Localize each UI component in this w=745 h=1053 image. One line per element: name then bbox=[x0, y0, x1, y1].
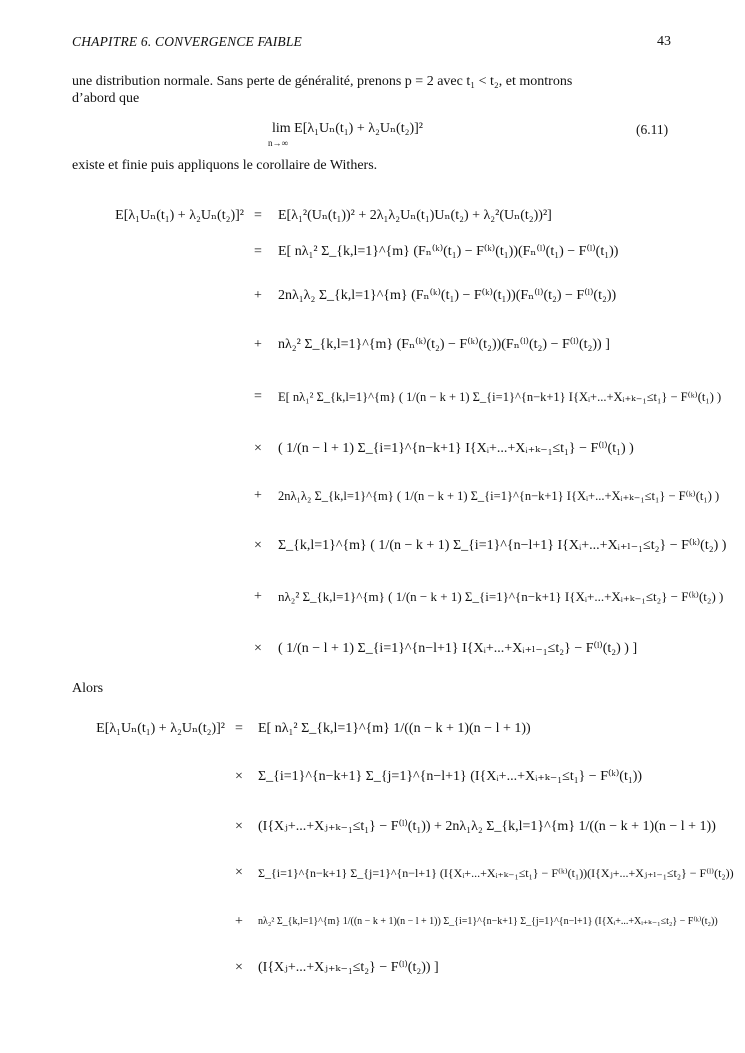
expression: Σ_{k,l=1}^{m} ( 1/(n − k + 1) Σ_{i=1}^{n−l+1} I{Xᵢ+...+Xᵢ₊ₗ₋₁≤t₂} − F⁽ᵏ⁾(t₂) ) bbox=[278, 538, 727, 553]
alors-text: Alors bbox=[72, 681, 104, 696]
operator: = bbox=[254, 244, 262, 259]
expression: 2nλ₁λ₂ Σ_{k,l=1}^{m} (Fₙ⁽ᵏ⁾(t₁) − F⁽ᵏ⁾(t₁))(Fₙ⁽ˡ⁾(t₂) − F⁽ˡ⁾(t₂)) bbox=[278, 288, 617, 303]
expression: Σ_{i=1}^{n−k+1} Σ_{j=1}^{n−l+1} (I{Xᵢ+...+Xᵢ₊ₖ₋₁≤t₁} − F⁽ᵏ⁾(t₁))(I{Xⱼ+...+Xⱼ₊ₗ₋₁≤t₂} − F⁽ˡ⁾(t₂)) bbox=[258, 866, 734, 880]
equation-number: (6.11) bbox=[636, 122, 669, 137]
operator: + bbox=[235, 914, 243, 929]
operator: + bbox=[254, 337, 262, 352]
operator: = bbox=[254, 389, 262, 404]
operator: × bbox=[254, 441, 262, 456]
expression: nλ₂² Σ_{k,l=1}^{m} (Fₙ⁽ᵏ⁾(t₂) − F⁽ᵏ⁾(t₂))(Fₙ⁽ˡ⁾(t₂) − F⁽ˡ⁾(t₂)) ] bbox=[278, 337, 610, 352]
operator: × bbox=[235, 769, 243, 784]
expression: Σ_{i=1}^{n−k+1} Σ_{j=1}^{n−l+1} (I{Xᵢ+...+Xᵢ₊ₖ₋₁≤t₁} − F⁽ᵏ⁾(t₁)) bbox=[258, 769, 643, 784]
expression: E[ nλ₁² Σ_{k,l=1}^{m} ( 1/(n − k + 1) Σ_{i=1}^{n−k+1} I{Xᵢ+...+Xᵢ₊ₖ₋₁≤t₁} − F⁽ᵏ⁾(t₁) ) bbox=[278, 390, 722, 404]
operator: × bbox=[235, 960, 243, 975]
operator: × bbox=[254, 641, 262, 656]
chapter-header: CHAPITRE 6. CONVERGENCE FAIBLE bbox=[72, 34, 302, 49]
operator: + bbox=[254, 589, 262, 604]
derivation2-lhs: E[λ₁Uₙ(t₁) + λ₂Uₙ(t₂)]² bbox=[96, 721, 225, 736]
expression: (I{Xⱼ+...+Xⱼ₊ₖ₋₁≤t₂} − F⁽ˡ⁾(t₂)) ] bbox=[258, 960, 439, 975]
expression: E[ nλ₁² Σ_{k,l=1}^{m} (Fₙ⁽ᵏ⁾(t₁) − F⁽ᵏ⁾(t₁))(Fₙ⁽ˡ⁾(t₁) − F⁽ˡ⁾(t₁)) bbox=[278, 244, 619, 259]
limit-equation: lim E[λ₁Uₙ(t₁) + λ₂Uₙ(t₂)]² bbox=[272, 121, 423, 136]
operator: = bbox=[235, 721, 243, 736]
intro-line-1: une distribution normale. Sans perte de généralité, prenons p = 2 avec t₁ < t₂, et montrons bbox=[72, 74, 573, 89]
expression: (I{Xⱼ+...+Xⱼ₊ₖ₋₁≤t₁} − F⁽ˡ⁾(t₁)) + 2nλ₁λ₂ Σ_{k,l=1}^{m} 1/((n − k + 1)(n − l + 1)) bbox=[258, 819, 716, 834]
expression: 2nλ₁λ₂ Σ_{k,l=1}^{m} ( 1/(n − k + 1) Σ_{i=1}^{n−k+1} I{Xᵢ+...+Xᵢ₊ₖ₋₁≤t₁} − F⁽ᵏ⁾(t₁) ) bbox=[278, 489, 720, 503]
expression: ( 1/(n − l + 1) Σ_{i=1}^{n−l+1} I{Xᵢ+...+Xᵢ₊ₗ₋₁≤t₂} − F⁽ˡ⁾(t₂) ) ] bbox=[278, 641, 638, 656]
intro-after: existe et finie puis appliquons le corollaire de Withers. bbox=[72, 158, 378, 173]
operator: × bbox=[235, 865, 243, 880]
derivation1-lhs: E[λ₁Uₙ(t₁) + λ₂Uₙ(t₂)]² bbox=[115, 208, 244, 223]
expression: ( 1/(n − l + 1) Σ_{i=1}^{n−k+1} I{Xᵢ+...+Xᵢ₊ₖ₋₁≤t₁} − F⁽ˡ⁾(t₁) ) bbox=[278, 441, 634, 456]
operator: × bbox=[254, 538, 262, 553]
operator: = bbox=[254, 208, 262, 223]
operator: + bbox=[254, 488, 262, 503]
limit-subscript: n→∞ bbox=[268, 138, 288, 148]
operator: + bbox=[254, 288, 262, 303]
expression: E[λ₁²(Uₙ(t₁))² + 2λ₁λ₂Uₙ(t₁)Uₙ(t₂) + λ₂²(Uₙ(t₂))²] bbox=[278, 208, 552, 223]
expression: nλ₂² Σ_{k,l=1}^{m} ( 1/(n − k + 1) Σ_{i=1}^{n−k+1} I{Xᵢ+...+Xᵢ₊ₖ₋₁≤t₂} − F⁽ᵏ⁾(t₂) ) bbox=[278, 589, 724, 604]
intro-line-2: d’abord que bbox=[72, 91, 140, 106]
expression: nλ₂² Σ_{k,l=1}^{m} 1/((n − k + 1)(n − l + 1)) Σ_{i=1}^{n−k+1} Σ_{j=1}^{n−l+1} (I{Xᵢ+...+Xᵢ₊ₖ₋₁≤t₂} − F⁽ᵏ⁾(t₂)) bbox=[258, 916, 718, 927]
page-number: 43 bbox=[657, 34, 671, 49]
operator: × bbox=[235, 819, 243, 834]
expression: E[ nλ₁² Σ_{k,l=1}^{m} 1/((n − k + 1)(n − l + 1)) bbox=[258, 721, 531, 736]
